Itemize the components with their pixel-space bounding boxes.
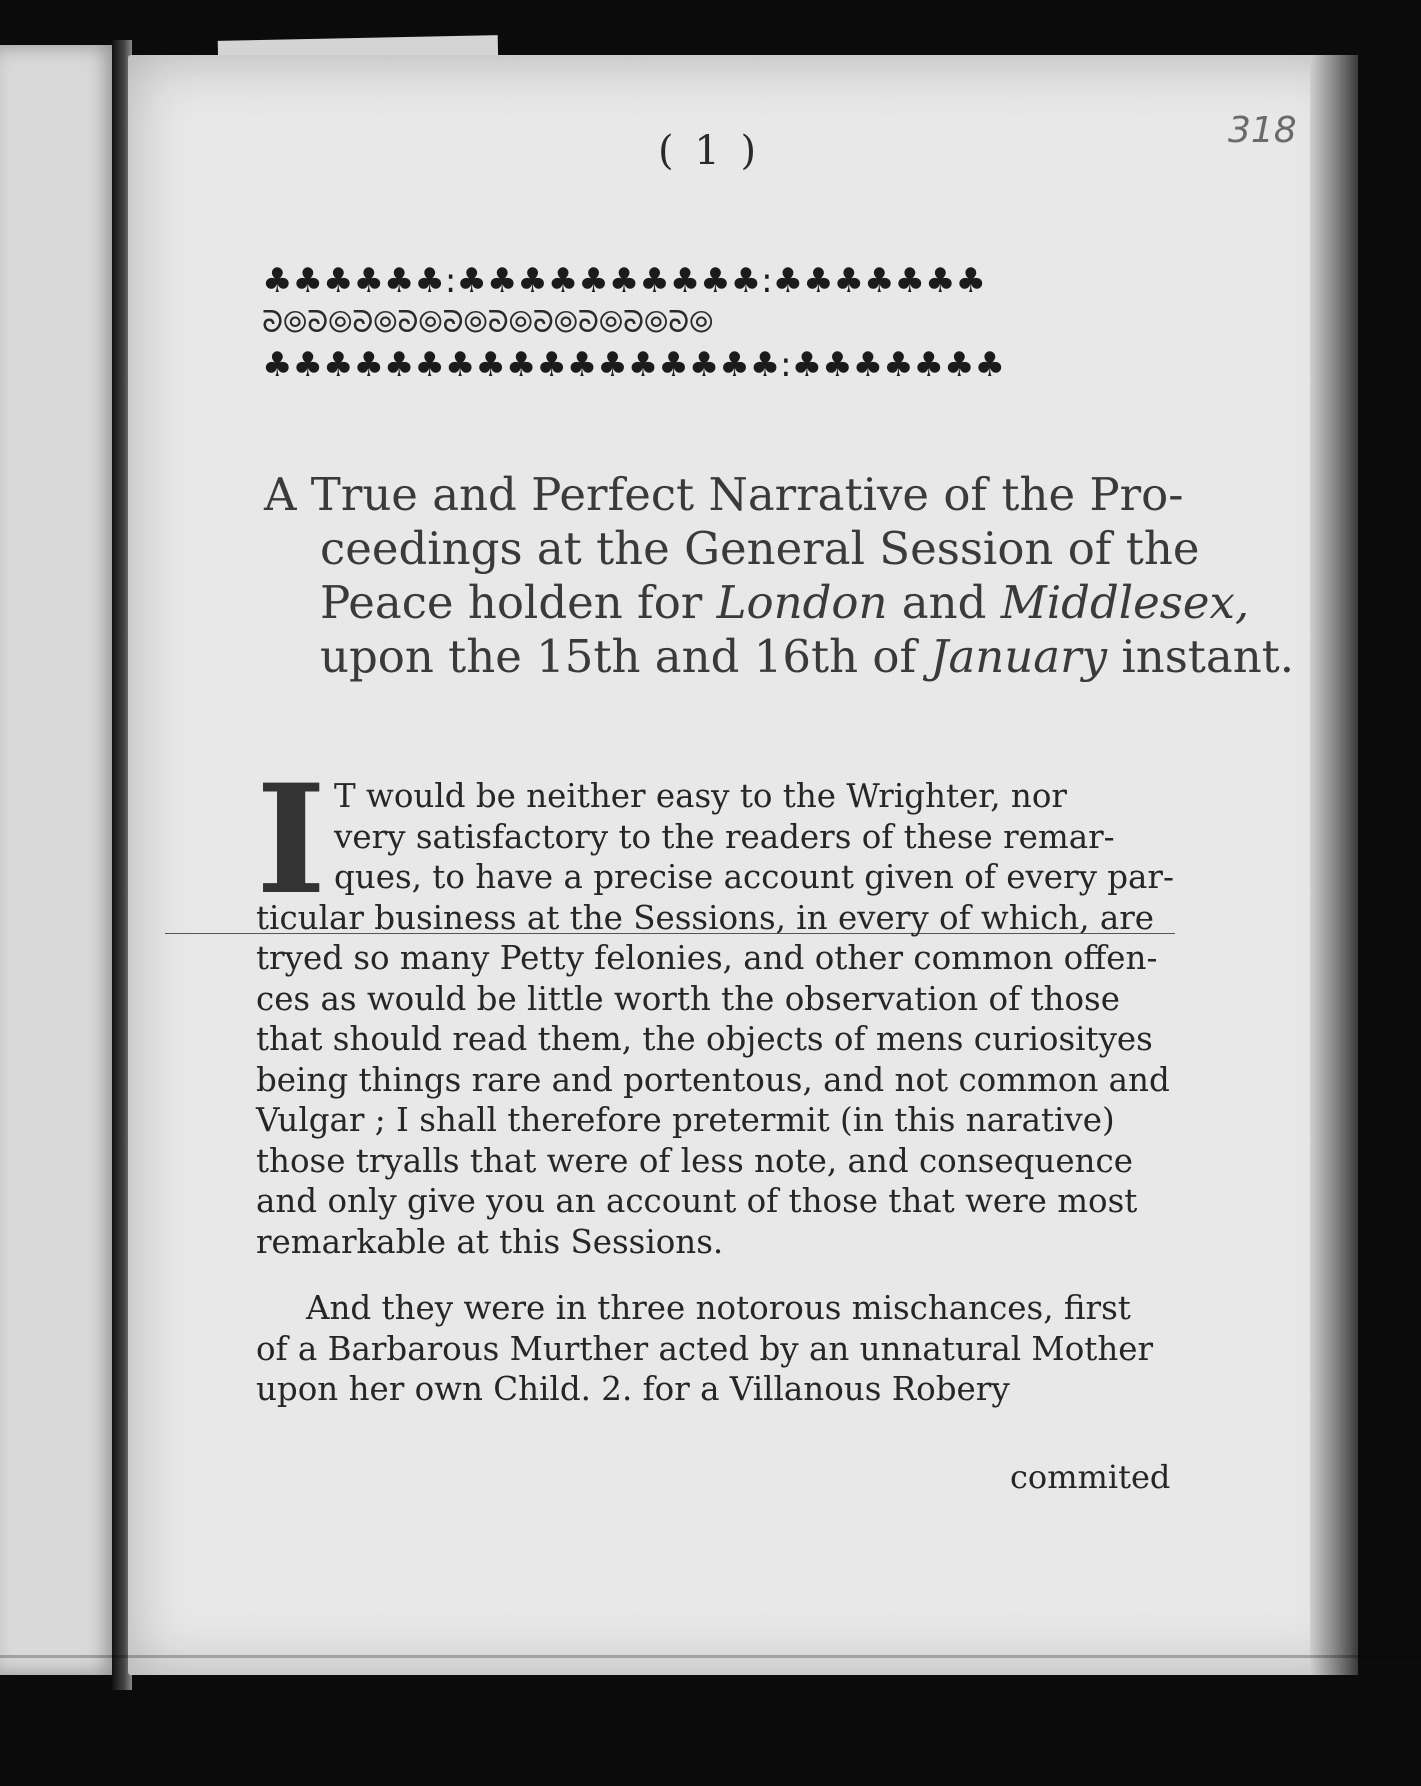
text-line: of a Barbarous Murther acted by an unnatural Mother — [256, 1329, 1154, 1368]
title-text: and — [887, 576, 1001, 629]
title-text: instant. — [1107, 630, 1295, 683]
text-line: T would be neither easy to the Wrighter, nor — [334, 777, 1067, 815]
paragraph-2 — [256, 1288, 1176, 1410]
text-line: ticular business at the Sessions, in every of which, are — [256, 898, 1155, 937]
body-text — [256, 752, 1176, 1410]
ornament-band — [262, 260, 1162, 390]
drop-cap: I — [256, 752, 327, 928]
month-january: January — [930, 630, 1108, 683]
document-title — [264, 468, 1295, 684]
title-line-1: A True and Perfect Narrative of the Pro- — [264, 468, 1184, 521]
page-number: ( 1 ) — [658, 128, 761, 174]
text-line: Vulgar ; I shall therefore pretermit (in this narative) — [256, 1101, 1115, 1139]
ornament-row-3: ♣♣♣♣♣♣♣♣♣♣♣♣♣♣♣♣♣:♣♣♣♣♣♣♣ — [262, 345, 1005, 385]
page-fold — [0, 1655, 1421, 1658]
text-line: very satisfactory to the readers of these remar- — [334, 817, 1115, 856]
title-line-2: ceedings at the General Session of the — [320, 522, 1200, 575]
title-text: Peace holden for — [320, 576, 717, 629]
text-line: upon her own Child. 2. for a Villanous Robery — [256, 1370, 1010, 1408]
text-line: that should read them, the objects of mens curiosityes — [256, 1020, 1153, 1058]
title-text: upon the 15th and 16th of — [320, 630, 931, 683]
title-line-3 — [320, 576, 1250, 630]
ornament-row-1: ♣♣♣♣♣♣:♣♣♣♣♣♣♣♣♣♣:♣♣♣♣♣♣♣ — [262, 261, 986, 301]
facing-page — [0, 45, 117, 1675]
text-line: those tryalls that were of less note, and consequence — [256, 1141, 1133, 1180]
place-london: London — [716, 576, 888, 629]
text-line: tryed so many Petty felonies, and other common offen- — [256, 939, 1158, 977]
paragraph-1 — [256, 752, 1176, 1262]
text-line: ques, to have a precise account given of every par- — [334, 858, 1174, 896]
text-line: and only give you an account of those that were most — [256, 1182, 1138, 1220]
catchword: commited — [1010, 1458, 1171, 1496]
text-line: And they were in three notorous mischances, first — [306, 1289, 1131, 1327]
folio-mark: 318 — [1228, 110, 1297, 151]
ornament-row-2: ᘐ⦾ᘐ⦾ᘐ⦾ᘐ⦾ᘐ⦾ᘐ⦾ᘐ⦾ᘐ⦾ᘐ⦾ᘐ⦾ — [262, 305, 714, 340]
text-line: remarkable at this Sessions. — [256, 1222, 724, 1261]
text-line: being things rare and portentous, and not common and — [256, 1060, 1170, 1099]
place-middlesex: Middlesex, — [1000, 576, 1250, 629]
page-edge — [1310, 55, 1358, 1675]
title-line-4 — [320, 630, 1295, 684]
text-line: ces as would be little worth the observation of those — [256, 979, 1120, 1018]
